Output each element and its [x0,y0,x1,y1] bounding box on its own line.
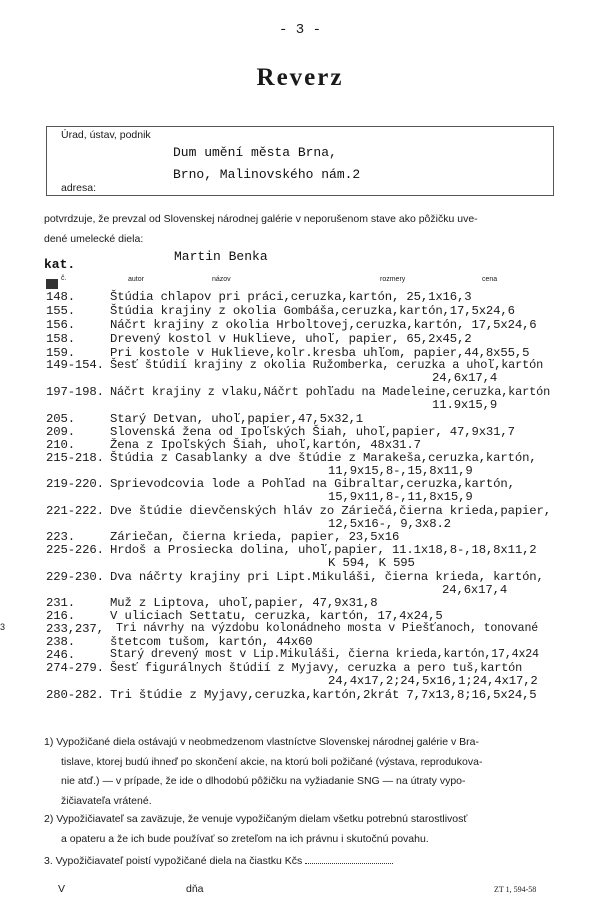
office-label: Úrad, ústav, podnik [61,129,151,141]
intro-line-1: potvrdzuje, že prevzal od Slovenskej národnej galérie v neporušenom stave ako pôžičku uve- [44,213,478,225]
row-number: 209. [46,425,75,439]
row-number: 210. [46,438,75,452]
note-1-line: 1) Vypožičané diela ostávajú v neobmedzenom vlastníctve Slovenskej národnej galérie v Bra- [44,736,480,748]
row-number: 205. [46,412,75,426]
row-text: Štúdia krajiny z okolia Gombáša,ceruzka,kartón,17,5x24,6 [110,304,515,318]
row-text: Štúdia z Casablanky a dve štúdie z Marakeša,ceruzka,kartón, [110,451,537,465]
note-1-line: tislave, ktorej budú ihneď po skončení akcie, na ktorú boli požičané (výstava, reprodukova- [61,755,483,768]
row-number: 229-230. [46,570,104,584]
row-text: V uliciach Settatu, ceruzka, kartón, 17,4x24,5 [110,609,443,623]
row-number: 225-226. [46,543,104,557]
row-text: Náčrt krajiny z okolia Hrboltovej,ceruzka,kartón, 17,5x24,6 [110,318,537,332]
row-continuation: 12,5x16-, 9,3x8.2 [328,517,451,531]
row-continuation: 24,6x17,4 [442,583,508,597]
document-title: Reverz [256,64,344,91]
row-text: Šesť štúdií krajiny z okolia Ružomberka, ceruzka a uhoľ,kartón [110,358,544,372]
artist-name: Martin Benka [174,249,268,264]
form-code: ZT 1, 594-58 [494,885,537,894]
row-continuation: 24,6x17,4 [432,371,498,385]
row-number: 156. [46,318,75,332]
row-text: Sprievodcovia lode a Pohľad na Gibraltar,ceruzka,kartón, [110,477,515,491]
note-1-line: nie atď.) — v prípade, že ide o dlhodobú pôžičku na vyžiadanie SNG — na útraty vypo- [61,775,466,787]
row-text: Slovenská žena od Ipoľských Šiah, uhoľ,papier, 47,9x31,7 [110,425,515,439]
row-number: 280-282. [46,688,104,702]
row-number: 246. [46,648,75,662]
row-number: 219-220. [46,477,104,491]
row-text: Záriečan, čierna krieda, papier, 23,5x16 [110,530,400,544]
row-text: Dva náčrty krajiny pri Lipt.Mikuláši, čierna krieda, kartón, [110,570,544,584]
row-number: 159. [46,346,75,360]
intro-line-2: dené umelecké diela: [44,233,144,245]
note-1 [44,733,564,811]
row-number: 216. [46,609,75,623]
row-text: Šesť figurálnych štúdií z Myjavy, ceruzka a pero tuš,kartón [110,661,523,675]
amount-blank-line [305,853,393,864]
row-continuation: 15,9x11,8-,11,8x15,9 [328,490,473,504]
note-1-line: žičiavateľa vrátené. [61,794,152,807]
row-text: Starý drevený most v Lip.Mikuláši, čierna krieda,kartón,17,4x24 [110,648,539,661]
borrower-name: Dum umění města Brna, [173,145,337,160]
col-name: názov [212,276,231,283]
note-3 [44,852,564,872]
row-number: 274-279. [46,661,104,675]
row-continuation: 11,9x15,8-,15,8x11,9 [328,464,473,478]
row-number: 223. [46,530,75,544]
col-author: autor [128,276,144,283]
page-number: - 3 - [278,22,321,38]
row-text: Drevený kostol v Huklieve, uhoľ, papier, 65,2x45,2 [110,332,472,346]
address-label: adresa: [61,182,97,194]
footer-date-label: dňa [186,883,204,895]
row-number: 148. [46,290,75,304]
note-2-line: a opateru a že ich bude používať so zreteľom na ich právnu i skutočnú povahu. [61,832,429,845]
row-text: Starý Detvan, uhoľ,papier,47,5x32,1 [110,412,364,426]
note-2-line: 2) Vypožičiavateľ sa zaväzuje, že venuje vypožičaným dielam všetku potrebnú starostlivosť [44,813,468,825]
row-text: Náčrt krajiny z vlaku,Náčrt pohľadu na Madeleine,ceruzka,kartón [110,385,551,399]
row-continuation: 24,4x17,2;24,5x16,1;24,4x17,2 [328,674,538,688]
row-text: Tri návrhy na výzdobu kolonádneho mosta v Piešťanoch, tonované [116,622,539,635]
row-text: Pri kostole v Huklieve,kolr.kresba uhľom, papier,44,8x55,5 [110,346,530,360]
stamp-mark-icon [46,279,58,289]
col-number: č. [61,275,67,282]
row-text: Tri štúdie z Myjavy,ceruzka,kartón,2krát 7,7x13,8;16,5x24,5 [110,688,537,702]
note-3-text: 3. Vypožičiavateľ poistí vypožičané diela na čiastku Kčs [44,855,303,867]
row-number: 149-154. [46,358,104,372]
kat-label: kat. [44,257,76,272]
margin-mark: 3 [0,622,6,632]
row-text: Žena z Ipoľských Šiah, uhoľ,kartón, 48x31.7 [110,438,421,452]
row-text: Dve štúdie dievčenských hláv zo Záriečá,čierna krieda,papier, [110,504,551,518]
row-number: 215-218. [46,451,104,465]
row-number: 155. [46,304,75,318]
row-number: 233,237, [46,622,104,636]
row-number: 231. [46,596,75,610]
col-dimensions: rozmery [380,276,406,283]
row-text: štetcom tušom, kartón, 44x60 [110,635,313,649]
footer-place-label: V [58,883,66,895]
row-number: 197-198. [46,385,104,399]
row-number: 221-222. [46,504,104,518]
note-2 [44,810,564,849]
row-number: 238. [46,635,75,649]
row-text: Muž z Liptova, uhoľ,papier, 47,9x31,8 [110,596,378,610]
row-continuation: 11.9x15,9 [432,398,498,412]
row-number: 158. [46,332,75,346]
borrower-address: Brno, Malinovského nám.2 [173,167,361,182]
row-continuation: K 594, K 595 [328,556,415,570]
row-text: Štúdia chlapov pri práci,ceruzka,kartón, 25,1x16,3 [110,290,472,304]
row-text: Hrdoš a Prosiecka dolina, uhoľ,papier, 11.1x18,8-,18,8x11,2 [110,543,537,557]
col-price: cena [482,276,498,283]
borrower-box [46,126,554,196]
